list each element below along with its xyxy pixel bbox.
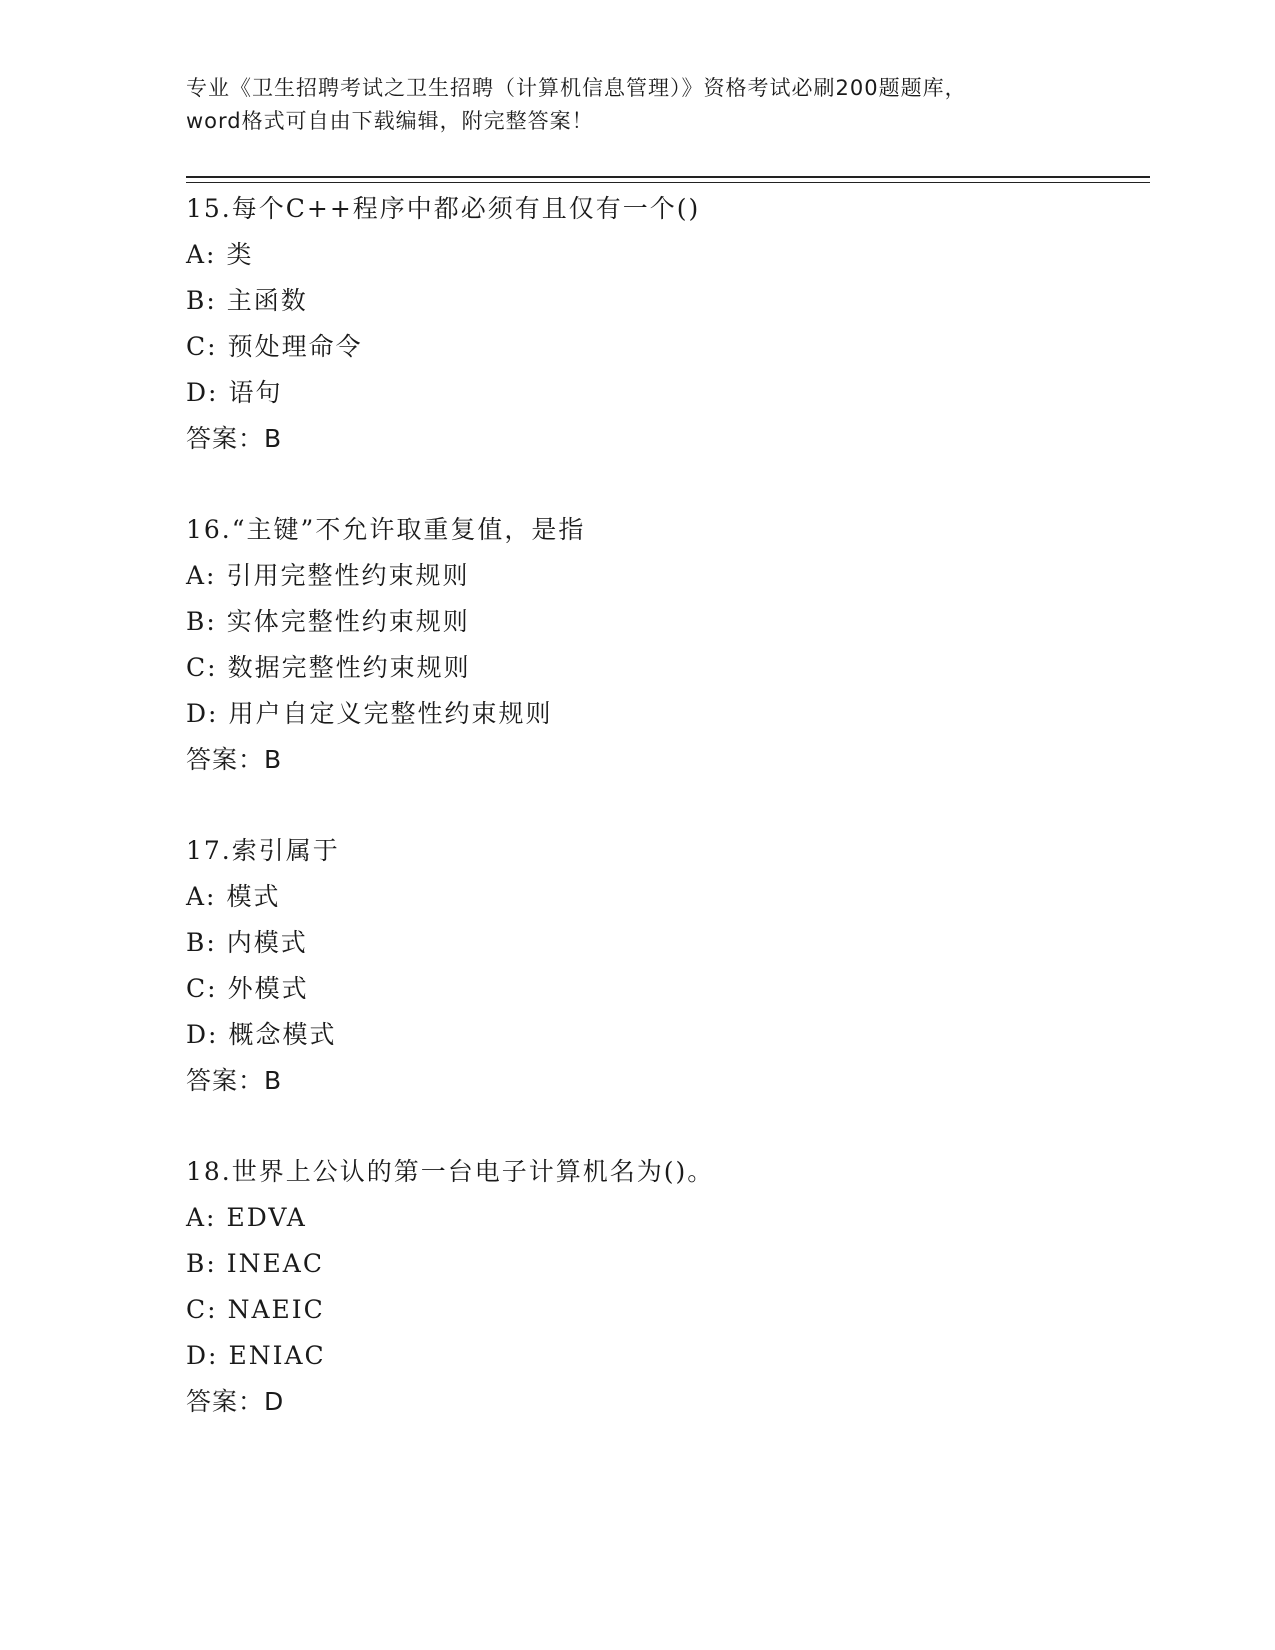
- option-b: [186, 599, 1146, 645]
- question-block-16: [186, 507, 1146, 783]
- option-text: EDVA: [226, 1203, 307, 1232]
- answer-line: 答案：B: [186, 1066, 283, 1095]
- option-key: C:: [186, 653, 218, 682]
- header-line-2: word格式可自由下载编辑，附完整答案！: [186, 109, 594, 133]
- option-c: [186, 324, 1146, 370]
- option-d: [186, 1333, 1146, 1379]
- question-stem: 17.索引属于: [186, 836, 340, 865]
- option-text: 引用完整性约束规则: [226, 561, 470, 590]
- answer-line: 答案：B: [186, 424, 283, 453]
- option-text: 用户自定义完整性约束规则: [228, 699, 553, 728]
- answer-line: 答案：D: [186, 1387, 285, 1416]
- option-text: 数据完整性约束规则: [227, 653, 471, 682]
- question-block-18: [186, 1149, 1146, 1425]
- option-text: 主函数: [226, 286, 308, 315]
- option-key: B:: [186, 286, 217, 315]
- option-key: D:: [186, 378, 219, 407]
- option-text: 实体完整性约束规则: [226, 607, 470, 636]
- option-c: [186, 966, 1146, 1012]
- option-key: D:: [186, 1341, 219, 1370]
- option-text: 类: [226, 240, 254, 269]
- question-block-15: [186, 186, 1146, 462]
- option-key: A:: [186, 882, 217, 911]
- option-b: [186, 1241, 1146, 1287]
- document-header: [186, 72, 1086, 138]
- option-b: [186, 278, 1146, 324]
- answer-line: 答案：B: [186, 745, 283, 774]
- option-key: D:: [186, 699, 219, 728]
- option-key: D:: [186, 1020, 219, 1049]
- option-text: 内模式: [226, 928, 308, 957]
- option-text: 预处理命令: [227, 332, 363, 361]
- option-key: C:: [186, 1295, 218, 1324]
- header-divider-bottom: [186, 182, 1150, 183]
- option-a: [186, 232, 1146, 278]
- question-stem: 15.每个C++程序中都必须有且仅有一个(): [186, 194, 701, 223]
- option-d: [186, 691, 1146, 737]
- option-b: [186, 920, 1146, 966]
- question-stem: 18.世界上公认的第一台电子计算机名为()。: [186, 1157, 715, 1186]
- option-text: 语句: [228, 378, 283, 407]
- question-block-17: [186, 828, 1146, 1104]
- option-key: A:: [186, 1203, 217, 1232]
- option-a: [186, 1195, 1146, 1241]
- option-a: [186, 553, 1146, 599]
- option-text: NAEIC: [227, 1295, 325, 1324]
- option-key: B:: [186, 1249, 217, 1278]
- option-key: A:: [186, 561, 217, 590]
- option-text: 概念模式: [228, 1020, 337, 1049]
- option-key: B:: [186, 607, 217, 636]
- option-text: INEAC: [226, 1249, 324, 1278]
- option-text: ENIAC: [228, 1341, 326, 1370]
- option-text: 外模式: [227, 974, 309, 1003]
- option-key: C:: [186, 332, 218, 361]
- option-c: [186, 645, 1146, 691]
- option-d: [186, 370, 1146, 416]
- question-stem: 16.“主键”不允许取重复值，是指: [186, 515, 586, 544]
- option-d: [186, 1012, 1146, 1058]
- option-key: A:: [186, 240, 217, 269]
- option-a: [186, 874, 1146, 920]
- option-key: C:: [186, 974, 218, 1003]
- header-line-1: 专业《卫生招聘考试之卫生招聘（计算机信息管理）》资格考试必刷200题题库，: [186, 76, 967, 100]
- header-divider-top: [186, 176, 1150, 178]
- option-key: B:: [186, 928, 217, 957]
- option-c: [186, 1287, 1146, 1333]
- option-text: 模式: [226, 882, 281, 911]
